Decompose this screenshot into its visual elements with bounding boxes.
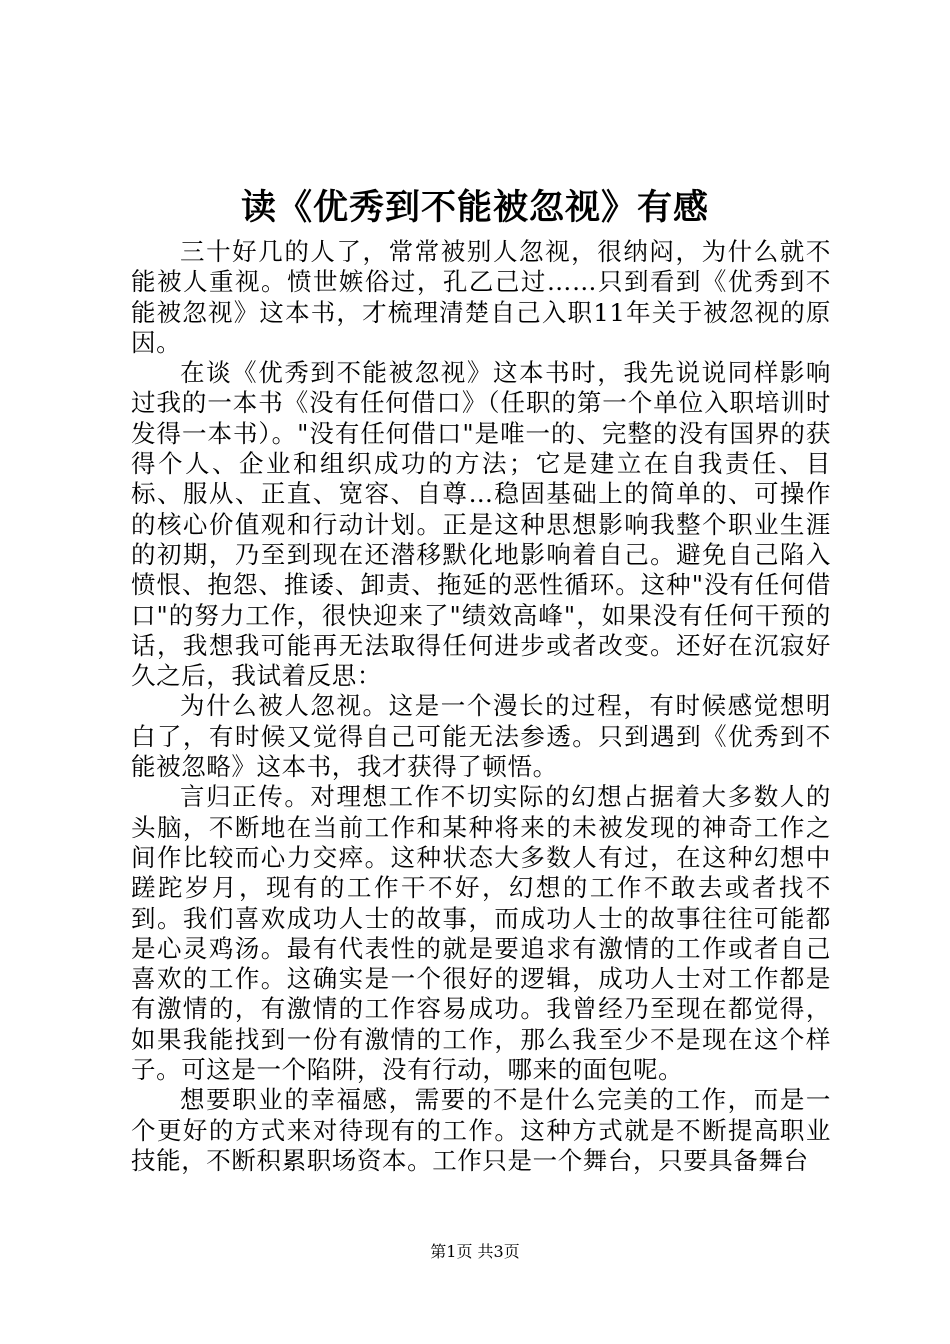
document-title: 读《优秀到不能被忽视》有感 <box>240 187 709 228</box>
paragraph-3: 为什么被人忽视。这是一个漫长的过程，有时候感觉想明白了，有时候又觉得自己可能无法参透。只到遇到《优秀到不能被忽略》这本书，我才获得了顿悟。 <box>131 691 831 782</box>
paragraph-5: 想要职业的幸福感，需要的不是什么完美的工作，而是一个更好的方式来对待现有的工作。这种方式就是不断提高职业技能，不断积累职场资本。工作只是一个舞台，只要具备舞台 <box>131 1085 831 1175</box>
paragraph-2: 在谈《优秀到不能被忽视》这本书时，我先说说同样影响过我的一本书《没有任何借口》（任职的第一个单位入职培训时发得一本书）。"没有任何借口"是唯一的、完整的没有国界的获得个人、企业和组织成功的方法；它是建立在自我责任、目标、服从、正直、宽容、自尊…稳固基础上的简单的、可操作的核心价值观和行动计划。正是这种思想影响我整个职业生涯的初期，乃至到现在还潜移默化地影响着自己。避免自己陷入愤恨、抱怨、推诿、卸责、拖延的恶性循环。这种"没有任何借口"的努力工作，很快迎来了"绩效高峰"，如果没有任何干预的话，我想我可能再无法取得任何进步或者改变。还好在沉寂好久之后，我试着反思： <box>131 358 831 691</box>
paragraph-4: 言归正传。对理想工作不切实际的幻想占据着大多数人的头脑，不断地在当前工作和某种将来的未被发现的神奇工作之间作比较而心力交瘁。这种状态大多数人有过，在这种幻想中蹉跎岁月，现有的工作干不好，幻想的工作不敢去或者找不到。我们喜欢成功人士的故事，而成功人士的故事往往可能都是心灵鸡汤。最有代表性的就是要追求有激情的工作或者自己喜欢的工作。这确实是一个很好的逻辑，成功人士对工作都是有激情的，有激情的工作容易成功。我曾经乃至现在都觉得，如果我能找到一份有激情的工作，那么我至少不是现在这个样子。可这是一个陷阱，没有行动，哪来的面包呢。 <box>131 782 831 1085</box>
document-body <box>131 237 831 1176</box>
paragraph-1: 三十好几的人了，常常被别人忽视，很纳闷，为什么就不能被人重视。愤世嫉俗过，孔乙己过……只到看到《优秀到不能被忽视》这本书，才梳理清楚自己入职11年关于被忽视的原因。 <box>131 237 831 357</box>
page-number-footer: 第1页 共3页 <box>430 1242 520 1261</box>
